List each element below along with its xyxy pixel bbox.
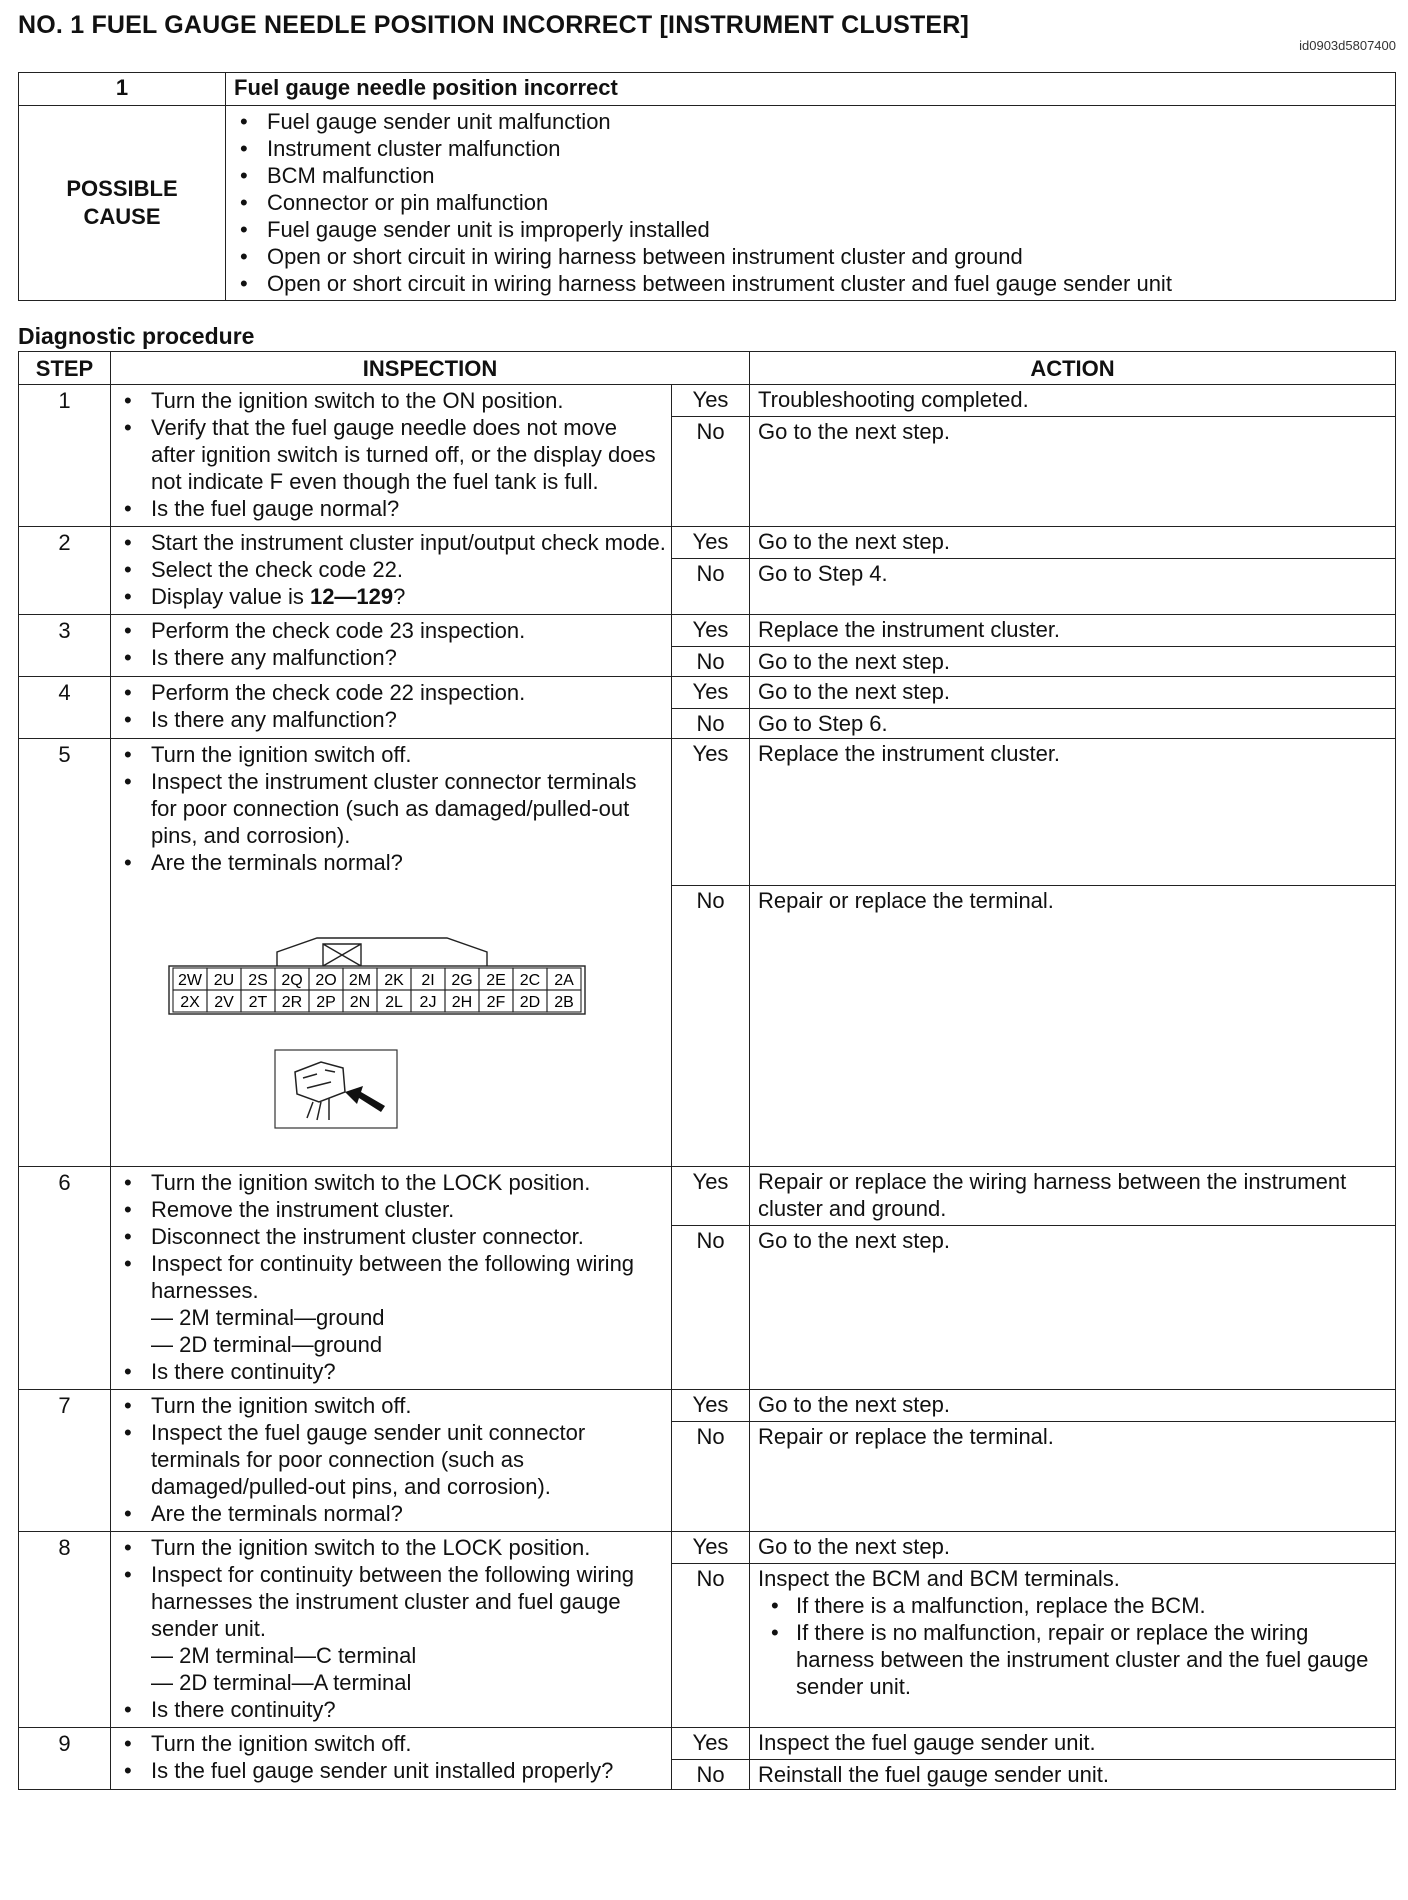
yes-label: Yes bbox=[672, 1728, 750, 1760]
yes-action: Go to the next step. bbox=[750, 527, 1396, 559]
step-number: 8 bbox=[19, 1532, 111, 1728]
connector-pin-label: 2K bbox=[384, 972, 404, 989]
connector-pin-label: 2R bbox=[281, 994, 303, 1011]
inspection-text: ? bbox=[393, 584, 406, 609]
action-item: • If there is a malfunction, replace the BCM. bbox=[758, 1592, 1387, 1619]
connector-pin-label: 2F bbox=[486, 994, 506, 1011]
yes-label: Yes bbox=[672, 739, 750, 886]
yes-action: Repair or replace the wiring harness between the instrument cluster and ground. bbox=[750, 1167, 1396, 1226]
step-inspection bbox=[111, 1390, 672, 1532]
step-row-6 bbox=[19, 1167, 1396, 1226]
connector-pin-label: 2U bbox=[213, 972, 235, 989]
connector-cells bbox=[173, 968, 581, 1012]
diagnostic-table bbox=[18, 351, 1396, 1790]
connector-location-svg bbox=[273, 1048, 399, 1130]
inspection-item: • Turn the ignition switch to the ON position. bbox=[111, 387, 667, 414]
yes-action: Go to the next step. bbox=[750, 677, 1396, 709]
step-inspection bbox=[111, 677, 672, 739]
connector-pin-label: 2E bbox=[486, 972, 506, 989]
yes-label: Yes bbox=[672, 527, 750, 559]
step-row-7 bbox=[19, 1390, 1396, 1422]
yes-label: Yes bbox=[672, 1390, 750, 1422]
possible-cause-label-text: POSSIBLE CAUSE bbox=[66, 176, 178, 229]
continuity-pair: — 2M terminal—ground bbox=[151, 1305, 385, 1330]
no-action: Go to the next step. bbox=[750, 417, 1396, 527]
icon-frame bbox=[275, 1050, 397, 1128]
cause-item: • BCM malfunction bbox=[227, 162, 1394, 189]
step-number: 7 bbox=[19, 1390, 111, 1532]
yes-action: Replace the instrument cluster. bbox=[750, 615, 1396, 647]
inspection-text: Display value is bbox=[151, 584, 310, 609]
action-item: • If there is no malfunction, repair or replace the wiring harness between the instrument cluster and the fuel gauge sender unit. bbox=[758, 1619, 1387, 1700]
no-action: Go to Step 4. bbox=[750, 559, 1396, 615]
diagnostic-procedure-heading: Diagnostic procedure bbox=[18, 323, 255, 349]
display-value-range: 12—129 bbox=[309, 584, 394, 609]
connector-pin-label: 2H bbox=[451, 994, 473, 1011]
yes-action: Go to the next step. bbox=[750, 1390, 1396, 1422]
step-row-1 bbox=[19, 385, 1396, 417]
inspection-item: • Turn the ignition switch off. bbox=[111, 1730, 667, 1757]
inspection-item: • Inspect for continuity between the following wiring harnesses. bbox=[111, 1250, 667, 1304]
step-header: STEP bbox=[19, 352, 111, 385]
no-action: Go to the next step. bbox=[750, 647, 1396, 677]
no-action: Go to the next step. bbox=[750, 1226, 1396, 1390]
inspection-item: • Is the fuel gauge sender unit installed properly? bbox=[111, 1757, 667, 1784]
document-id: id0903d5807400 bbox=[1299, 38, 1396, 53]
inspection-item: • Select the check code 22. bbox=[111, 556, 667, 583]
connector-key-mark bbox=[323, 944, 361, 966]
no-action bbox=[750, 1564, 1396, 1728]
connector-pin-label: 2X bbox=[180, 994, 200, 1011]
step-number: 5 bbox=[19, 739, 111, 1167]
yes-label: Yes bbox=[672, 1167, 750, 1226]
cause-item: • Instrument cluster malfunction bbox=[227, 135, 1394, 162]
cause-number: 1 bbox=[19, 73, 226, 106]
inspection-item: • Start the instrument cluster input/output check mode. bbox=[111, 529, 667, 556]
step-number: 3 bbox=[19, 615, 111, 677]
connector-pin-label: 2J bbox=[419, 994, 437, 1011]
no-action: Go to Step 6. bbox=[750, 709, 1396, 739]
connector-pin-label: 2B bbox=[554, 994, 574, 1011]
inspection-item: • Turn the ignition switch to the LOCK position. bbox=[111, 1534, 667, 1561]
step-number: 2 bbox=[19, 527, 111, 615]
no-label: No bbox=[672, 1760, 750, 1790]
yes-action: Inspect the fuel gauge sender unit. bbox=[750, 1728, 1396, 1760]
yes-label: Yes bbox=[672, 1532, 750, 1564]
instrument-cluster-connector-diagram bbox=[167, 930, 667, 1036]
inspection-item: • Perform the check code 22 inspection. bbox=[111, 679, 667, 706]
page-title: NO. 1 FUEL GAUGE NEEDLE POSITION INCORRECT [INSTRUMENT CLUSTER] bbox=[18, 11, 970, 39]
inspection-item: • Are the terminals normal? bbox=[111, 849, 667, 876]
continuity-pair: — 2D terminal—ground bbox=[151, 1332, 383, 1357]
connector-pin-label: 2C bbox=[519, 972, 541, 989]
inspection-item: • Is there continuity? bbox=[111, 1358, 667, 1385]
connector-pin-label: 2Q bbox=[281, 972, 303, 989]
no-label: No bbox=[672, 559, 750, 615]
step-inspection bbox=[111, 1532, 672, 1728]
step-inspection bbox=[111, 739, 672, 1167]
inspection-item: • Is there any malfunction? bbox=[111, 706, 667, 733]
page bbox=[18, 8, 1396, 1790]
yes-action: Go to the next step. bbox=[750, 1532, 1396, 1564]
step-row-8 bbox=[19, 1532, 1396, 1564]
step-row-4 bbox=[19, 677, 1396, 709]
no-action-text: Inspect the BCM and BCM terminals. bbox=[758, 1566, 1120, 1591]
step-number: 4 bbox=[19, 677, 111, 739]
inspection-item: • Is there continuity? bbox=[111, 1696, 667, 1723]
inspection-header: INSPECTION bbox=[111, 352, 750, 385]
yes-label: Yes bbox=[672, 385, 750, 417]
diag-header-row bbox=[19, 352, 1396, 385]
step-inspection bbox=[111, 1167, 672, 1390]
no-label: No bbox=[672, 417, 750, 527]
no-label: No bbox=[672, 1422, 750, 1532]
step-inspection bbox=[111, 615, 672, 677]
no-label: No bbox=[672, 647, 750, 677]
connector-pin-label: 2M bbox=[348, 972, 372, 989]
connector-pin-label: 2N bbox=[349, 994, 371, 1011]
step-row-9 bbox=[19, 1728, 1396, 1760]
inspection-item: • Inspect for continuity between the following wiring harnesses the instrument cluster and fuel gauge sender unit. bbox=[111, 1561, 667, 1642]
possible-cause-label bbox=[19, 106, 226, 301]
cause-item: • Connector or pin malfunction bbox=[227, 189, 1394, 216]
connector-pin-label: 2A bbox=[554, 972, 574, 989]
step-inspection bbox=[111, 385, 672, 527]
connector-pin-label: 2I bbox=[421, 972, 435, 989]
no-action: Reinstall the fuel gauge sender unit. bbox=[750, 1760, 1396, 1790]
inspection-item: • Turn the ignition switch off. bbox=[111, 1392, 667, 1419]
connector-pin-label: 2O bbox=[315, 972, 337, 989]
no-action: Repair or replace the terminal. bbox=[750, 886, 1396, 1167]
inspection-item: • Perform the check code 23 inspection. bbox=[111, 617, 667, 644]
no-label: No bbox=[672, 1564, 750, 1728]
cause-title: Fuel gauge needle position incorrect bbox=[226, 73, 1396, 106]
yes-action: Troubleshooting completed. bbox=[750, 385, 1396, 417]
cause-item: • Fuel gauge sender unit is improperly installed bbox=[227, 216, 1394, 243]
action-header: ACTION bbox=[750, 352, 1396, 385]
inspection-item bbox=[111, 583, 667, 610]
cause-body-row bbox=[19, 106, 1396, 301]
cause-header-row bbox=[19, 73, 1396, 106]
inspection-item: • Inspect the fuel gauge sender unit connector terminals for poor connection (such as damaged/pulled-out pins, and corrosion). bbox=[111, 1419, 667, 1500]
connector-pin-label: 2T bbox=[248, 994, 268, 1011]
cause-item: • Open or short circuit in wiring harness between instrument cluster and fuel gauge sender unit bbox=[227, 270, 1394, 297]
cause-list bbox=[227, 107, 1394, 299]
inspection-item: • Are the terminals normal? bbox=[111, 1500, 667, 1527]
connector-pin-label: 2L bbox=[385, 994, 403, 1011]
step-number: 6 bbox=[19, 1167, 111, 1390]
no-label: No bbox=[672, 1226, 750, 1390]
inspection-item: • Inspect the instrument cluster connector terminals for poor connection (such as damaged/pulled-out pins, and corrosion). bbox=[111, 768, 667, 849]
inspection-item: • Is the fuel gauge normal? bbox=[111, 495, 667, 522]
connector-pin-label: 2S bbox=[248, 972, 268, 989]
connector-pin-label: 2W bbox=[178, 972, 202, 989]
no-label: No bbox=[672, 709, 750, 739]
step-row-2 bbox=[19, 527, 1396, 559]
connector-pin-label: 2P bbox=[316, 994, 336, 1011]
step-number: 9 bbox=[19, 1728, 111, 1790]
yes-label: Yes bbox=[672, 677, 750, 709]
inspection-item: • Disconnect the instrument cluster connector. bbox=[111, 1223, 667, 1250]
inspection-item: • Turn the ignition switch off. bbox=[111, 741, 667, 768]
connector-svg bbox=[167, 930, 587, 1030]
cause-item: • Fuel gauge sender unit malfunction bbox=[227, 108, 1394, 135]
possible-cause-table bbox=[18, 72, 1396, 301]
connector-pin-label: 2D bbox=[519, 994, 541, 1011]
cause-list-cell bbox=[226, 106, 1396, 301]
yes-label: Yes bbox=[672, 615, 750, 647]
connector-sketch bbox=[295, 1062, 345, 1120]
inspection-item: • Remove the instrument cluster. bbox=[111, 1196, 667, 1223]
continuity-pair: — 2D terminal—A terminal bbox=[151, 1670, 412, 1695]
connector-pin-label: 2G bbox=[451, 972, 473, 989]
connector-lock-tab bbox=[277, 938, 487, 966]
connector-pin-label: 2V bbox=[214, 994, 234, 1011]
no-label: No bbox=[672, 886, 750, 1167]
inspection-item: • Is there any malfunction? bbox=[111, 644, 667, 671]
step-number: 1 bbox=[19, 385, 111, 527]
inspection-item: • Verify that the fuel gauge needle does not move after ignition switch is turned off, or the display does not indicate F even though the fuel tank is full. bbox=[111, 414, 667, 495]
cause-item: • Open or short circuit in wiring harness between instrument cluster and ground bbox=[227, 243, 1394, 270]
connector-location-icon bbox=[273, 1048, 667, 1136]
yes-action: Replace the instrument cluster. bbox=[750, 739, 1396, 886]
step-inspection bbox=[111, 1728, 672, 1790]
step-row-3 bbox=[19, 615, 1396, 647]
continuity-pair: — 2M terminal—C terminal bbox=[151, 1643, 417, 1668]
arrow-icon bbox=[345, 1086, 385, 1112]
step-row-5 bbox=[19, 739, 1396, 886]
inspection-item: • Turn the ignition switch to the LOCK position. bbox=[111, 1169, 667, 1196]
step-inspection bbox=[111, 527, 672, 615]
no-action: Repair or replace the terminal. bbox=[750, 1422, 1396, 1532]
